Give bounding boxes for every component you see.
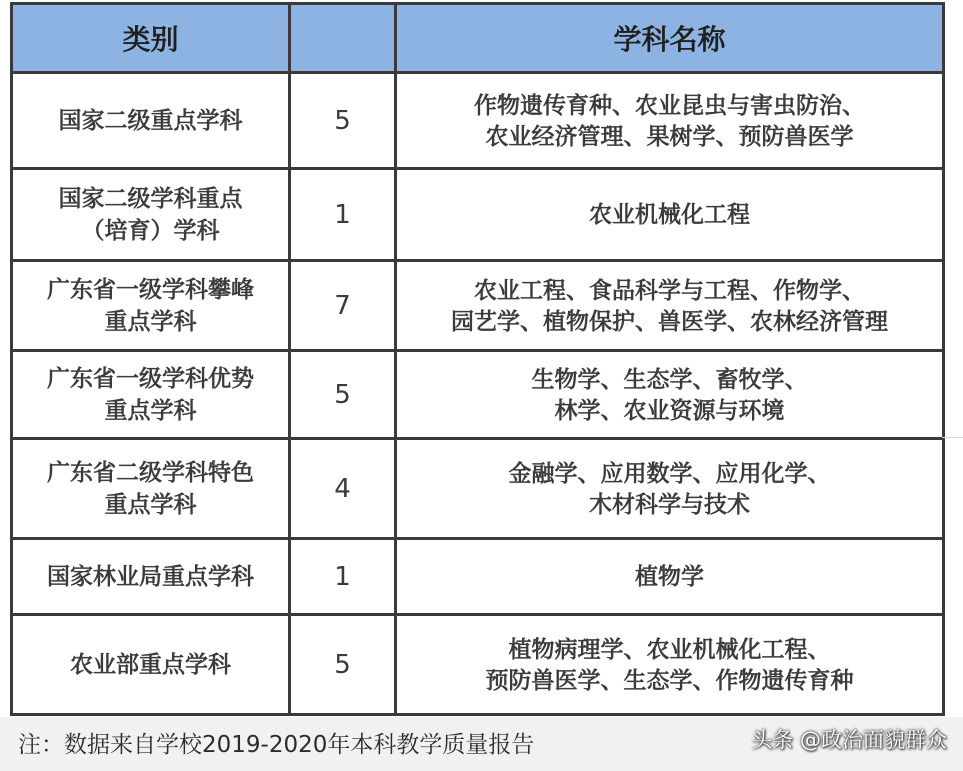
table-row <box>12 439 944 539</box>
table-row <box>12 351 944 439</box>
subject-line: 金融学、应用数学、应用化学、 <box>508 459 831 487</box>
category-line: 重点学科 <box>104 396 197 424</box>
category-line: 广东省一级学科优势 <box>47 364 254 392</box>
row-category <box>12 261 290 351</box>
row-count: 5 <box>290 351 396 439</box>
subject-line: 农业机械化工程 <box>589 201 750 228</box>
table-row <box>12 261 944 351</box>
table-header-row <box>12 4 944 73</box>
row-count: 5 <box>290 615 396 715</box>
row-category <box>12 439 290 539</box>
subject-line: 预防兽医学、生态学、作物遗传育种 <box>485 666 854 694</box>
category-line: 国家二级学科重点 <box>58 184 243 212</box>
source-note: 注：数据来自学校2019-2020年本科教学质量报告 <box>18 732 535 758</box>
category-line: （培育）学科 <box>81 216 220 244</box>
category-line: 农业部重点学科 <box>70 650 231 678</box>
discipline-table <box>10 2 945 716</box>
subject-line: 植物学 <box>635 563 704 590</box>
category-line: 广东省一级学科攀峰 <box>47 275 254 303</box>
row-subjects <box>396 73 944 169</box>
table-row <box>12 615 944 715</box>
category-line: 国家林业局重点学科 <box>47 562 254 590</box>
row-count: 4 <box>290 439 396 539</box>
subject-line: 农业经济管理、果树学、预防兽医学 <box>485 122 854 150</box>
subject-line: 园艺学、植物保护、兽医学、农林经济管理 <box>451 307 888 335</box>
row-category <box>12 169 290 261</box>
subject-line: 农业工程、食品科学与工程、作物学、 <box>474 276 865 304</box>
row-subjects <box>396 169 944 261</box>
header-category: 类别 <box>12 4 290 73</box>
row-subjects <box>396 539 944 615</box>
subject-line: 植物病理学、农业机械化工程、 <box>508 635 831 663</box>
subject-line: 生物学、生态学、畜牧学、 <box>531 365 808 393</box>
row-count: 5 <box>290 73 396 169</box>
category-line: 重点学科 <box>104 490 197 518</box>
subject-line: 作物遗传育种、农业昆虫与害虫防治、 <box>474 91 865 119</box>
divider <box>942 437 963 438</box>
row-count: 1 <box>290 539 396 615</box>
watermark: 头条 @政治面貌群众 <box>751 728 947 752</box>
row-subjects <box>396 615 944 715</box>
subject-line: 林学、农业资源与环境 <box>554 396 785 424</box>
category-line: 广东省二级学科特色 <box>47 458 254 486</box>
row-category <box>12 73 290 169</box>
row-count: 7 <box>290 261 396 351</box>
table-row <box>12 169 944 261</box>
row-count: 1 <box>290 169 396 261</box>
row-subjects <box>396 439 944 539</box>
row-subjects <box>396 261 944 351</box>
table-row <box>12 539 944 615</box>
category-line: 重点学科 <box>104 307 197 335</box>
table-row <box>12 73 944 169</box>
category-line: 国家二级重点学科 <box>58 106 243 134</box>
header-subjects: 学科名称 <box>396 4 944 73</box>
header-count <box>290 4 396 73</box>
row-subjects <box>396 351 944 439</box>
row-category <box>12 539 290 615</box>
row-category <box>12 615 290 715</box>
subject-line: 木材科学与技术 <box>589 490 750 518</box>
row-category <box>12 351 290 439</box>
